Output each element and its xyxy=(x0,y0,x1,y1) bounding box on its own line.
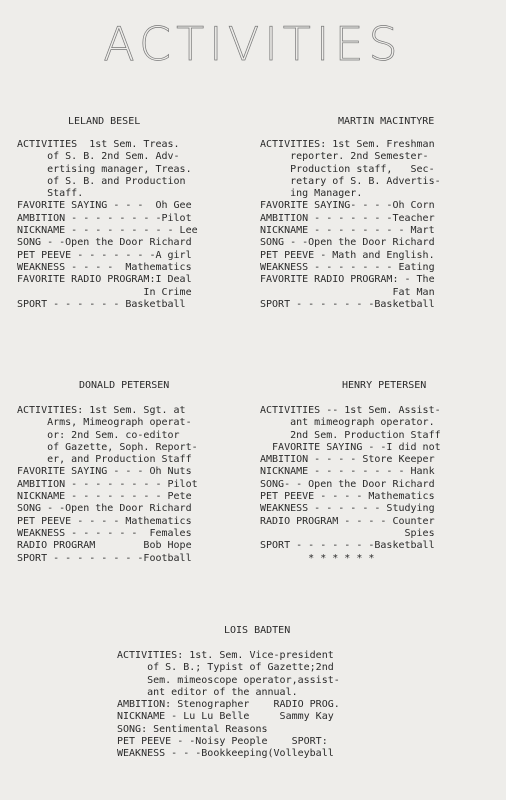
entry-line: FAVORITE RADIO PROGRAM:I Deal xyxy=(17,274,192,286)
entry-line: ertising manager, Treas. xyxy=(17,163,192,175)
entry-line: or: 2nd Sem. co-editor xyxy=(17,429,180,441)
entry-line: ACTIVITIES: 1st. Sem. Vice-president xyxy=(117,650,334,661)
entry-line: WEAKNESS - - - - Mathematics xyxy=(17,261,192,273)
student-name-henry-petersen: HENRY PETERSEN xyxy=(342,380,427,391)
entry-line: WEAKNESS - - -Bookkeeping(Volleyball xyxy=(117,748,334,760)
entry-line: AMBITION - - - - - - - -Pilot xyxy=(17,212,192,224)
entry-line: 2nd Sem. Production Staff xyxy=(260,429,441,441)
entry-line: ant editor of the annual. xyxy=(117,686,298,698)
entry-line: FAVORITE RADIO PROGRAM: - The xyxy=(260,274,435,286)
entry-line: Staff. xyxy=(17,188,84,200)
entry-line: NICKNAME - Lu Lu Belle Sammy Kay xyxy=(117,711,334,723)
entry-line: WEAKNESS - - - - - - - Eating xyxy=(260,261,435,273)
entry-line: SONG - -Open the Door Richard xyxy=(17,237,192,249)
entry-line: SPORT - - - - - - -Basketball xyxy=(260,540,435,552)
entry-line: AMBITION - - - - - - -Teacher xyxy=(260,212,435,224)
entry-line: AMBITION - - - - Store Keeper xyxy=(260,454,435,466)
entry-line: Sem. mimeoscope operator,assist- xyxy=(117,674,340,686)
entry-line: WEAKNESS - - - - - - Studying xyxy=(260,503,435,515)
entry-line: ACTIVITIES: 1st Sem. Sgt. at xyxy=(17,405,186,416)
student-entry-lois-badten xyxy=(117,650,340,761)
entry-line: reporter. 2nd Semester- xyxy=(260,151,429,163)
entry-line: PET PEEVE - Math and English. xyxy=(260,249,435,261)
entry-line: In Crime xyxy=(17,286,192,298)
entry-line: NICKNAME - - - - - - - - Hank xyxy=(260,466,435,478)
entry-line: SPORT - - - - - - -Basketball xyxy=(260,298,435,310)
entry-line: Production staff, Sec- xyxy=(260,163,435,175)
entry-line: ant mimeograph operator. xyxy=(260,417,435,429)
entry-line: of S. B. 2nd Sem. Adv- xyxy=(17,151,180,163)
student-name-leland-besel: LELAND BESEL xyxy=(68,116,141,127)
entry-line: of Gazette, Soph. Report- xyxy=(17,441,198,453)
entry-line: ing Manager. xyxy=(260,188,363,200)
entry-line: of S. B.; Typist of Gazette;2nd xyxy=(117,662,334,674)
student-name-martin-macintyre: MARTIN MACINTYRE xyxy=(338,116,435,127)
page-title: ACTIVITIES xyxy=(103,17,403,71)
entry-line: er, and Production Staff xyxy=(17,454,192,466)
entry-line: FAVORITE SAYING - - - Oh Gee xyxy=(17,200,192,212)
entry-line: NICKNAME - - - - - - - - - Lee xyxy=(17,225,198,237)
entry-line: PET PEEVE - - - - - - -A girl xyxy=(17,249,192,261)
entry-line: FAVORITE SAYING- - - -Oh Corn xyxy=(260,200,435,212)
entry-line: RADIO PROGRAM - - - - Counter xyxy=(260,515,435,527)
entry-line: FAVORITE SAYING - - - Oh Nuts xyxy=(17,466,192,478)
entry-line: * * * * * * xyxy=(260,552,375,564)
entry-line: SPORT - - - - - - Basketball xyxy=(17,298,186,310)
student-entry-henry-petersen xyxy=(260,405,441,565)
entry-line: ACTIVITIES 1st Sem. Treas. xyxy=(17,139,180,150)
entry-line: Fat Man xyxy=(260,286,435,298)
student-name-lois-badten: LOIS BADTEN xyxy=(224,625,291,636)
entry-line: AMBITION: Stenographer RADIO PROG. xyxy=(117,699,340,711)
entry-line: SONG- - Open the Door Richard xyxy=(260,478,435,490)
student-entry-donald-petersen xyxy=(17,405,198,565)
entry-line: NICKNAME - - - - - - - - Pete xyxy=(17,491,192,503)
entry-line: Arms, Mimeograph operat- xyxy=(17,417,192,429)
entry-line: NICKNAME - - - - - - - - Mart xyxy=(260,225,435,237)
entry-line: PET PEEVE - -Noisy People SPORT: xyxy=(117,736,328,748)
entry-line: RADIO PROGRAM Bob Hope xyxy=(17,540,192,552)
entry-line: SONG - -Open the Door Richard xyxy=(17,503,192,515)
entry-line: Spies xyxy=(260,527,435,539)
entry-line: of S. B. and Production xyxy=(17,175,186,187)
entry-line: WEAKNESS - - - - - - Females xyxy=(17,527,192,539)
entry-line: ACTIVITIES: 1st Sem. Freshman xyxy=(260,139,435,150)
entry-line: SONG - -Open the Door Richard xyxy=(260,237,435,249)
entry-line: PET PEEVE - - - - Mathematics xyxy=(17,515,192,527)
entry-line: FAVORITE SAYING - -I did not xyxy=(260,441,441,453)
student-entry-leland-besel xyxy=(17,139,198,311)
entry-line: retary of S. B. Advertis- xyxy=(260,175,441,187)
entry-line: SPORT - - - - - - - -Football xyxy=(17,552,192,564)
entry-line: PET PEEVE - - - - Mathematics xyxy=(260,491,435,503)
student-name-donald-petersen: DONALD PETERSEN xyxy=(79,380,170,391)
student-entry-martin-macintyre xyxy=(260,139,441,311)
entry-line: AMBITION - - - - - - - - Pilot xyxy=(17,478,198,490)
entry-line: ACTIVITIES -- 1st Sem. Assist- xyxy=(260,405,441,416)
entry-line: SONG: Sentimental Reasons xyxy=(117,723,268,735)
